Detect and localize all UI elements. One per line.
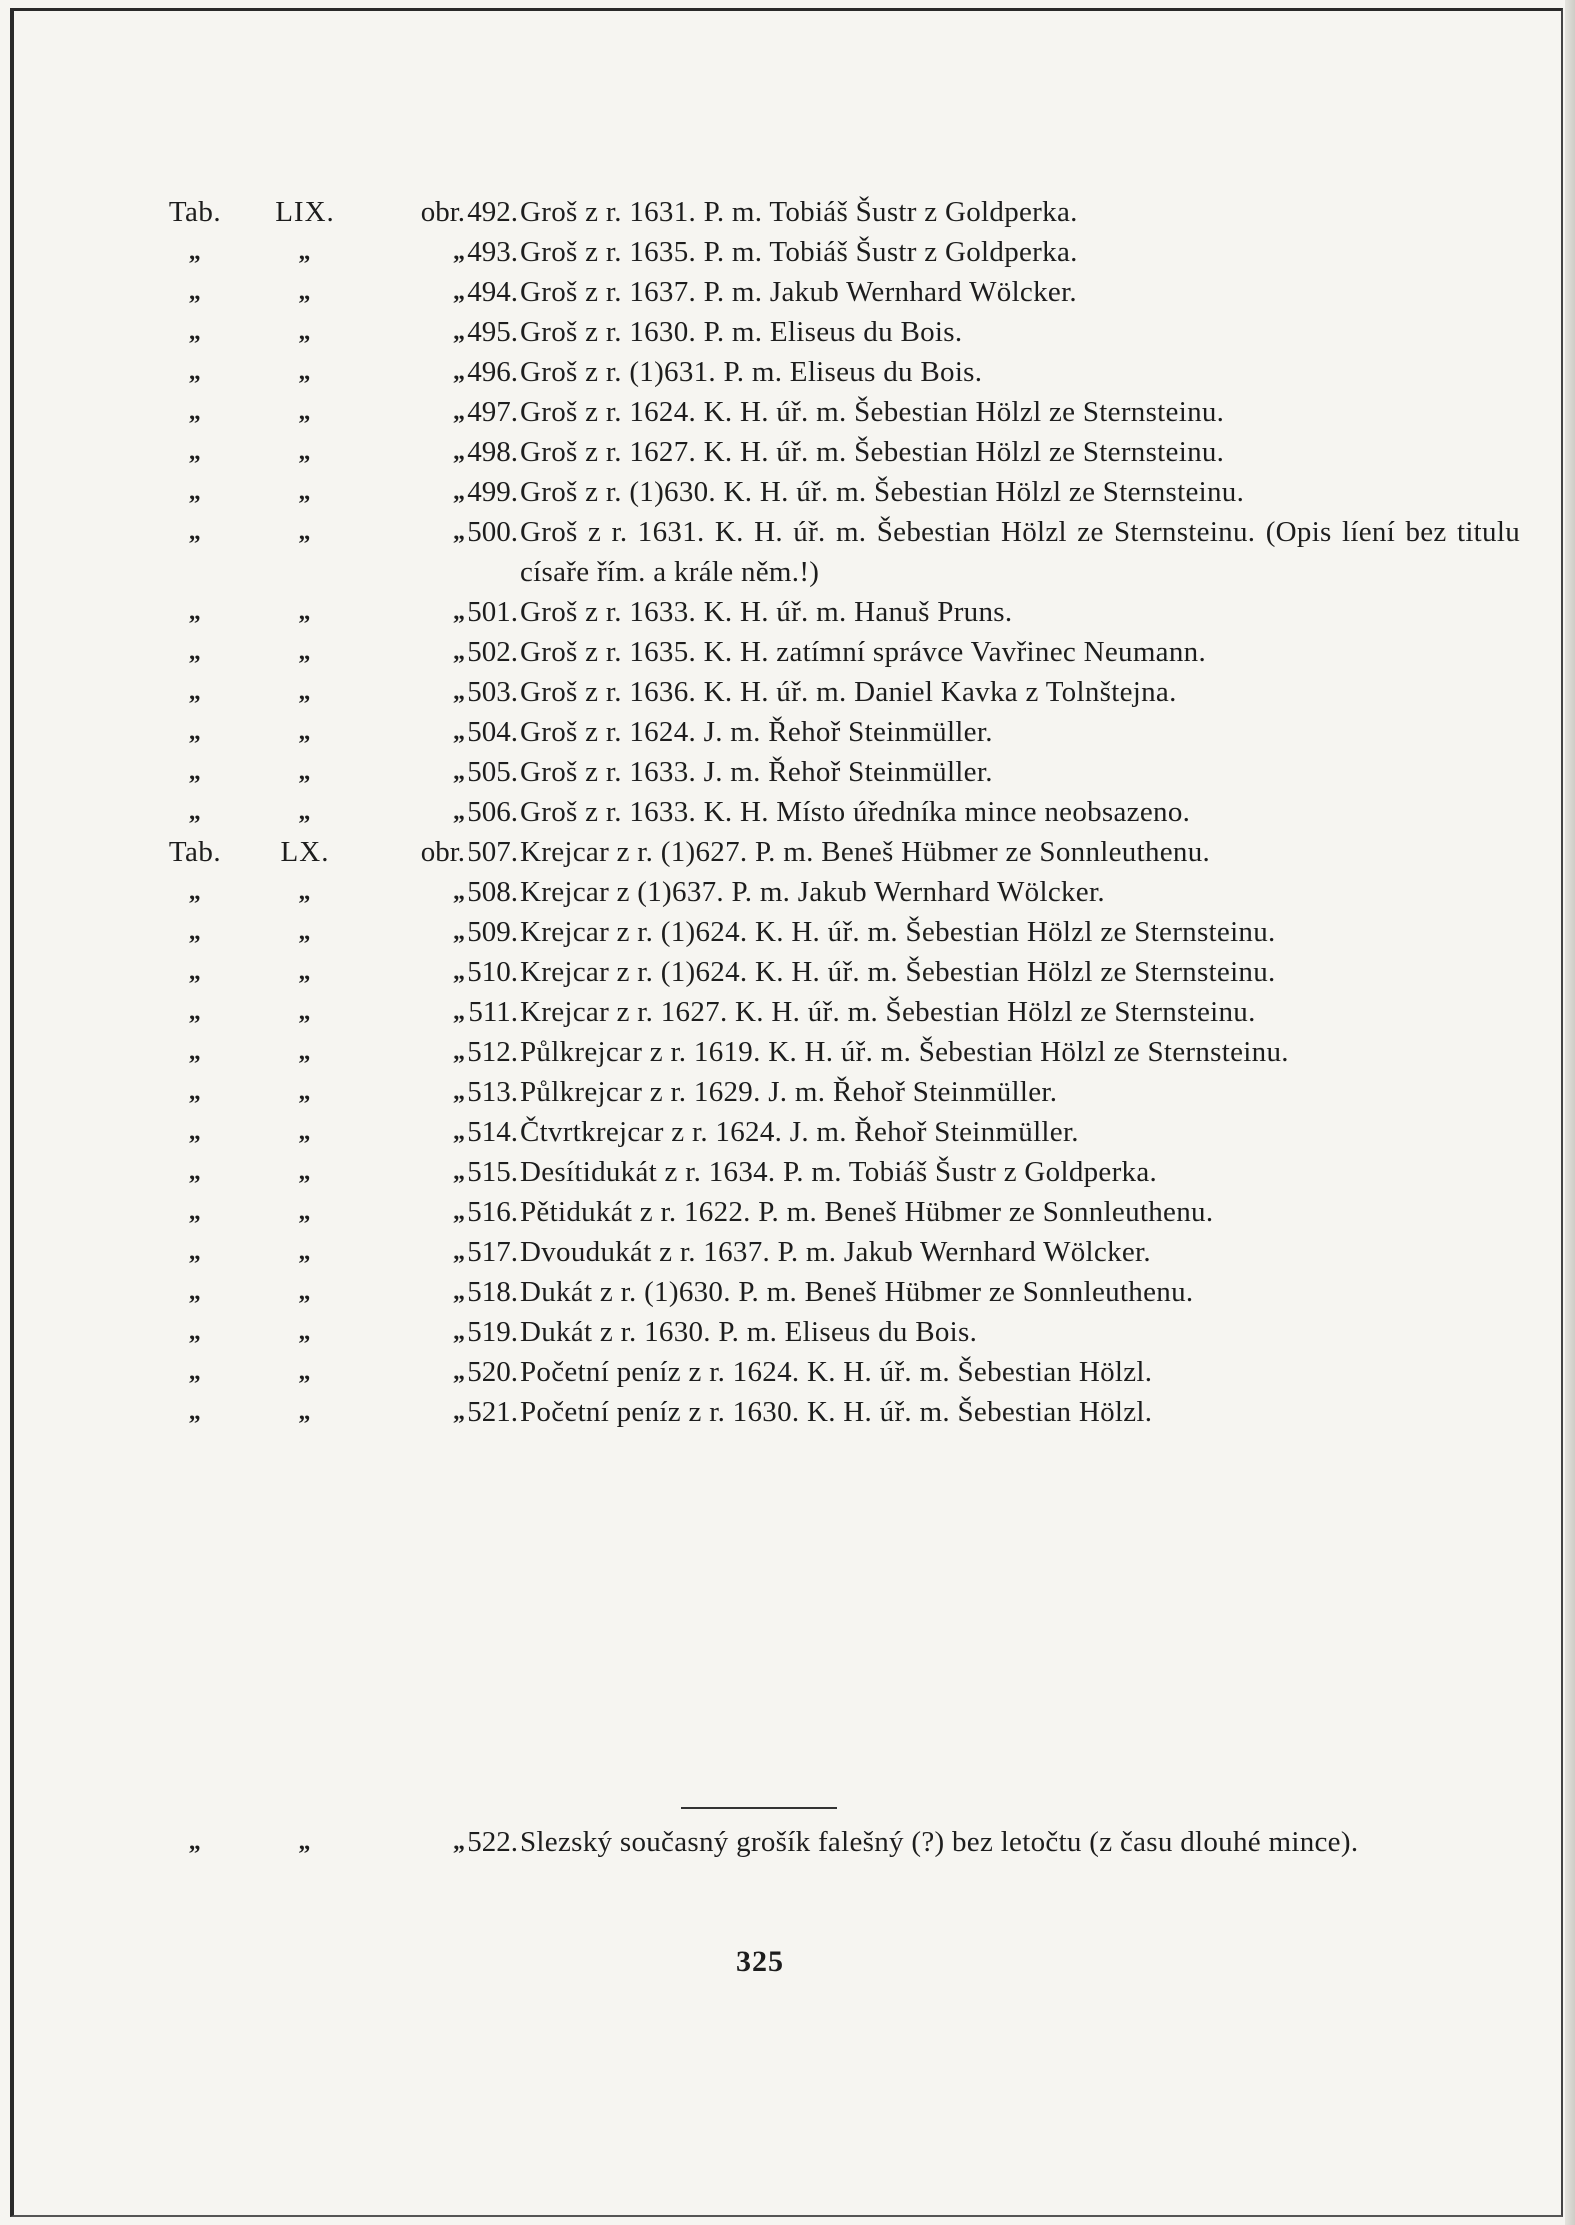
catalog-entry <box>160 1072 1360 1112</box>
catalog-entry <box>160 512 1520 592</box>
entry-figure-ref: „ <box>453 519 465 545</box>
entry-number: 512. <box>467 1036 518 1068</box>
entry-number: 493. <box>467 236 518 268</box>
entry-figure-ref: „ <box>453 1829 465 1855</box>
entry-table-ref: „ <box>188 399 202 425</box>
entry-figure-ref: „ <box>453 1399 465 1425</box>
entry-description: Groš z r. 1636. K. H. úř. m. Daniel Kavka z Tolnštejna. <box>520 676 1177 708</box>
entry-table-ref: „ <box>188 799 202 825</box>
entry-number: 505. <box>467 756 518 788</box>
entry-plate-ref: LIX. <box>275 196 335 228</box>
entry-plate-ref: „ <box>298 1319 312 1345</box>
entry-figure-ref: „ <box>453 919 465 945</box>
entry-table-ref: „ <box>188 959 202 985</box>
entry-number: 503. <box>467 676 518 708</box>
entry-figure-ref: „ <box>453 1039 465 1065</box>
entry-table-ref: „ <box>188 1359 202 1385</box>
entry-plate-ref: „ <box>298 799 312 825</box>
entry-plate-ref: „ <box>298 519 312 545</box>
catalog-entry <box>160 1192 1360 1232</box>
entry-number: 507. <box>467 836 518 868</box>
catalog-entry <box>160 1822 1360 1862</box>
catalog-entry <box>160 1352 1360 1392</box>
entry-description: Groš z r. (1)630. K. H. úř. m. Šebestian Hölzl ze Sternsteinu. <box>520 476 1245 508</box>
entry-plate-ref: „ <box>298 1239 312 1265</box>
entry-number: 494. <box>467 276 518 308</box>
entry-description: Dukát z r. 1630. P. m. Eliseus du Bois. <box>520 1316 978 1348</box>
entry-table-ref: „ <box>188 759 202 785</box>
page-number: 325 <box>736 1945 784 1978</box>
entry-table-ref: „ <box>188 599 202 625</box>
entry-figure-ref: „ <box>453 1119 465 1145</box>
entry-figure-ref: obr. <box>420 836 465 868</box>
entry-table-ref: „ <box>188 1319 202 1345</box>
entry-table-ref: „ <box>188 1079 202 1105</box>
entry-description: Dukát z r. (1)630. P. m. Beneš Hübmer ze Sonnleuthenu. <box>520 1276 1194 1308</box>
catalog-entry <box>160 792 1360 832</box>
catalog-entry <box>160 672 1360 712</box>
entry-table-ref: „ <box>188 1279 202 1305</box>
entry-table-ref: „ <box>188 1399 202 1425</box>
entry-number: 509. <box>467 916 518 948</box>
entry-figure-ref: „ <box>453 279 465 305</box>
entry-description: Půlkrejcar z r. 1629. J. m. Řehoř Steinmüller. <box>520 1076 1058 1108</box>
page-edge-shadow <box>1565 0 1575 2225</box>
entry-table-ref: „ <box>188 719 202 745</box>
catalog-entry <box>160 312 1360 352</box>
entry-figure-ref: „ <box>453 359 465 385</box>
entry-figure-ref: „ <box>453 1359 465 1385</box>
catalog-entry <box>160 712 1360 752</box>
entry-description: Krejcar z r. (1)627. P. m. Beneš Hübmer ze Sonnleuthenu. <box>520 836 1211 868</box>
catalog-entry <box>160 272 1360 312</box>
entry-description: Groš z r. 1635. P. m. Tobiáš Šustr z Goldperka. <box>520 236 1078 268</box>
entry-number: 521. <box>467 1396 518 1428</box>
entry-table-ref: „ <box>188 519 202 545</box>
entry-table-ref: „ <box>188 1199 202 1225</box>
entry-description: Krejcar z (1)637. P. m. Jakub Wernhard Wölcker. <box>520 876 1105 908</box>
entry-description: Groš z r. 1624. J. m. Řehoř Steinmüller. <box>520 716 993 748</box>
entry-plate-ref: „ <box>298 1279 312 1305</box>
entry-description: Pětidukát z r. 1622. P. m. Beneš Hübmer ze Sonnleuthenu. <box>520 1196 1214 1228</box>
entry-description: Groš z r. 1631. K. H. úř. m. Šebestian Hölzl ze Sternsteinu. (Opis líení bez titulu císaře řím. a krále něm.!) <box>520 516 1520 588</box>
entry-description: Desítidukát z r. 1634. P. m. Tobiáš Šustr z Goldperka. <box>520 1156 1158 1188</box>
entry-figure-ref: „ <box>453 719 465 745</box>
entry-number: 504. <box>467 716 518 748</box>
catalog-entry <box>160 952 1360 992</box>
entry-number: 514. <box>467 1116 518 1148</box>
entry-description: Groš z r. 1627. K. H. úř. m. Šebestian Hölzl ze Sternsteinu. <box>520 436 1225 468</box>
entry-figure-ref: „ <box>453 239 465 265</box>
entry-table-ref: „ <box>188 319 202 345</box>
entry-figure-ref: „ <box>453 759 465 785</box>
entry-figure-ref: „ <box>453 319 465 345</box>
catalog-entry <box>160 1232 1360 1272</box>
entry-plate-ref: „ <box>298 1399 312 1425</box>
entry-description: Půlkrejcar z r. 1619. K. H. úř. m. Šebestian Hölzl ze Sternsteinu. <box>520 1036 1289 1068</box>
entry-description: Groš z r. 1633. K. H. úř. m. Hanuš Pruns. <box>520 596 1013 628</box>
entry-plate-ref: „ <box>298 479 312 505</box>
entry-table-ref: „ <box>188 479 202 505</box>
catalog-entry <box>160 872 1360 912</box>
entry-number: 499. <box>467 476 518 508</box>
final-entry-block <box>160 1822 1360 1862</box>
entry-number: 495. <box>467 316 518 348</box>
entry-figure-ref: „ <box>453 479 465 505</box>
entry-number: 516. <box>467 1196 518 1228</box>
entry-table-ref: „ <box>188 359 202 385</box>
entry-plate-ref: „ <box>298 759 312 785</box>
entry-number: 520. <box>467 1356 518 1388</box>
entry-figure-ref: „ <box>453 679 465 705</box>
entry-table-ref: „ <box>188 279 202 305</box>
entry-number: 492. <box>467 196 518 228</box>
entry-description: Početní peníz z r. 1630. K. H. úř. m. Šebestian Hölzl. <box>520 1396 1153 1428</box>
entry-figure-ref: „ <box>453 599 465 625</box>
catalog-entry <box>160 472 1360 512</box>
entry-figure-ref: „ <box>453 1199 465 1225</box>
entry-plate-ref: „ <box>298 719 312 745</box>
entry-number: 498. <box>467 436 518 468</box>
entry-number: 511. <box>468 996 518 1028</box>
entry-description: Groš z r. 1635. K. H. zatímní správce Vavřinec Neumann. <box>520 636 1207 668</box>
entry-number: 500. <box>467 516 518 548</box>
catalog-entry <box>160 992 1360 1032</box>
entry-table-ref: Tab. <box>168 836 222 868</box>
entry-table-ref: „ <box>188 439 202 465</box>
catalog-entry <box>160 232 1360 272</box>
coin-catalog-list <box>160 192 1520 1432</box>
entry-number: 497. <box>467 396 518 428</box>
entry-number: 508. <box>467 876 518 908</box>
catalog-entry <box>160 392 1360 432</box>
entry-figure-ref: „ <box>453 799 465 825</box>
entry-plate-ref: „ <box>298 1199 312 1225</box>
entry-description: Groš z r. 1633. J. m. Řehoř Steinmüller. <box>520 756 993 788</box>
catalog-entry <box>160 1152 1360 1192</box>
entry-plate-ref: „ <box>298 1039 312 1065</box>
entry-plate-ref: „ <box>298 999 312 1025</box>
entry-table-ref: „ <box>188 1239 202 1265</box>
catalog-entry <box>160 592 1360 632</box>
entry-number: 518. <box>467 1276 518 1308</box>
entry-figure-ref: „ <box>453 399 465 425</box>
entry-table-ref: Tab. <box>168 196 222 228</box>
entry-description: Krejcar z r. (1)624. K. H. úř. m. Šebestian Hölzl ze Sternsteinu. <box>520 956 1276 988</box>
entry-number: 519. <box>467 1316 518 1348</box>
catalog-entry <box>160 1112 1360 1152</box>
entry-plate-ref: „ <box>298 359 312 385</box>
entry-description: Groš z r. 1633. K. H. Místo úředníka mince neobsazeno. <box>520 796 1191 828</box>
entry-plate-ref: „ <box>298 919 312 945</box>
entry-figure-ref: „ <box>453 439 465 465</box>
section-separator-rule <box>681 1807 837 1809</box>
entry-number: 522. <box>467 1826 518 1858</box>
entry-description: Slezský současný grošík falešný (?) bez letočtu (z času dlouhé mince). <box>520 1826 1359 1858</box>
entry-table-ref: „ <box>188 639 202 665</box>
entry-table-ref: „ <box>188 1039 202 1065</box>
entry-plate-ref: „ <box>298 879 312 905</box>
entry-table-ref: „ <box>188 679 202 705</box>
entry-plate-ref: „ <box>298 959 312 985</box>
entry-plate-ref: LX. <box>280 836 330 868</box>
entry-description: Groš z r. 1624. K. H. úř. m. Šebestian Hölzl ze Sternsteinu. <box>520 396 1225 428</box>
entry-plate-ref: „ <box>298 1119 312 1145</box>
catalog-entry <box>160 632 1360 672</box>
entry-description: Čtvrtkrejcar z r. 1624. J. m. Řehoř Steinmüller. <box>520 1116 1079 1148</box>
entry-plate-ref: „ <box>298 319 312 345</box>
entry-figure-ref: „ <box>453 1319 465 1345</box>
catalog-entry <box>160 192 1360 232</box>
catalog-entry <box>160 1272 1360 1312</box>
entry-plate-ref: „ <box>298 279 312 305</box>
entry-description: Početní peníz z r. 1624. K. H. úř. m. Šebestian Hölzl. <box>520 1356 1153 1388</box>
catalog-entry <box>160 832 1360 872</box>
entry-number: 496. <box>467 356 518 388</box>
entry-table-ref: „ <box>188 879 202 905</box>
entry-table-ref: „ <box>188 239 202 265</box>
entry-plate-ref: „ <box>298 1829 312 1855</box>
entry-figure-ref: „ <box>453 1279 465 1305</box>
entry-figure-ref: „ <box>453 1159 465 1185</box>
entry-figure-ref: „ <box>453 639 465 665</box>
entry-number: 502. <box>467 636 518 668</box>
entry-plate-ref: „ <box>298 599 312 625</box>
entry-table-ref: „ <box>188 1119 202 1145</box>
entry-table-ref: „ <box>188 1159 202 1185</box>
entry-description: Krejcar z r. 1627. K. H. úř. m. Šebestian Hölzl ze Sternsteinu. <box>520 996 1256 1028</box>
entry-plate-ref: „ <box>298 1359 312 1385</box>
entry-description: Dvoudukát z r. 1637. P. m. Jakub Wernhard Wölcker. <box>520 1236 1151 1268</box>
entry-number: 506. <box>467 796 518 828</box>
entry-number: 513. <box>467 1076 518 1108</box>
entry-figure-ref: „ <box>453 959 465 985</box>
entry-description: Krejcar z r. (1)624. K. H. úř. m. Šebestian Hölzl ze Sternsteinu. <box>520 916 1276 948</box>
catalog-entry <box>160 912 1360 952</box>
entry-plate-ref: „ <box>298 1079 312 1105</box>
entry-description: Groš z r. (1)631. P. m. Eliseus du Bois. <box>520 356 983 388</box>
entry-plate-ref: „ <box>298 439 312 465</box>
entry-number: 517. <box>467 1236 518 1268</box>
entry-number: 510. <box>467 956 518 988</box>
catalog-entry <box>160 432 1360 472</box>
entry-description: Groš z r. 1637. P. m. Jakub Wernhard Wölcker. <box>520 276 1077 308</box>
entry-table-ref: „ <box>188 919 202 945</box>
entry-figure-ref: „ <box>453 1239 465 1265</box>
catalog-entry <box>160 1312 1360 1352</box>
entry-figure-ref: „ <box>453 879 465 905</box>
entry-table-ref: „ <box>188 1829 202 1855</box>
entry-plate-ref: „ <box>298 399 312 425</box>
entry-number: 515. <box>467 1156 518 1188</box>
entry-figure-ref: „ <box>453 999 465 1025</box>
entry-figure-ref: obr. <box>420 196 465 228</box>
entry-plate-ref: „ <box>298 1159 312 1185</box>
entry-plate-ref: „ <box>298 639 312 665</box>
catalog-entry <box>160 352 1360 392</box>
entry-plate-ref: „ <box>298 239 312 265</box>
catalog-entry <box>160 1032 1360 1072</box>
catalog-entry <box>160 1392 1360 1432</box>
entry-number: 501. <box>467 596 518 628</box>
entry-description: Groš z r. 1630. P. m. Eliseus du Bois. <box>520 316 963 348</box>
entry-description: Groš z r. 1631. P. m. Tobiáš Šustr z Goldperka. <box>520 196 1078 228</box>
catalog-entry <box>160 752 1360 792</box>
entry-table-ref: „ <box>188 999 202 1025</box>
entry-figure-ref: „ <box>453 1079 465 1105</box>
entry-plate-ref: „ <box>298 679 312 705</box>
